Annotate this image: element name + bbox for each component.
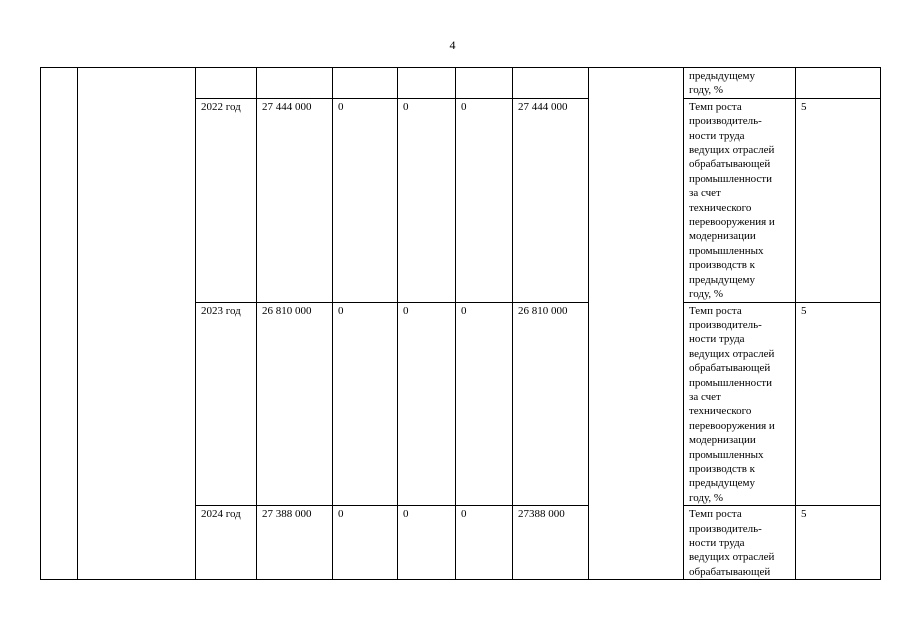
total-cell: 27 444 000 xyxy=(257,98,333,302)
executor-cell xyxy=(589,68,684,580)
total-cell xyxy=(257,68,333,99)
amount-cell: 27388 000 xyxy=(513,506,589,580)
total-cell: 26 810 000 xyxy=(257,302,333,506)
amount-cell: 0 xyxy=(398,506,456,580)
indicator-cell: Темп роста производитель- ности труда ведущих отраслей обрабатывающей промышленности за счет технического перевооружения и модернизации промышленных производств к предыдущему году, % xyxy=(684,98,796,302)
activity-name-cell xyxy=(78,68,196,580)
indicator-value-cell xyxy=(796,68,881,99)
number-cell xyxy=(41,68,78,580)
year-cell: 2022 год xyxy=(196,98,257,302)
amount-cell: 0 xyxy=(333,506,398,580)
budget-table xyxy=(40,67,881,580)
amount-cell: 0 xyxy=(456,302,513,506)
amount-cell xyxy=(333,68,398,99)
amount-cell: 0 xyxy=(333,302,398,506)
amount-cell xyxy=(513,68,589,99)
indicator-cell: Темп роста производитель- ности труда ведущих отраслей обрабатывающей xyxy=(684,506,796,580)
indicator-cell: предыдущему году, % xyxy=(684,68,796,99)
year-cell xyxy=(196,68,257,99)
amount-cell: 26 810 000 xyxy=(513,302,589,506)
total-cell: 27 388 000 xyxy=(257,506,333,580)
page-number: 4 xyxy=(449,38,456,52)
indicator-value-cell: 5 xyxy=(796,302,881,506)
year-cell: 2023 год xyxy=(196,302,257,506)
amount-cell: 0 xyxy=(456,506,513,580)
indicator-value-cell: 5 xyxy=(796,506,881,580)
amount-cell xyxy=(456,68,513,99)
amount-cell xyxy=(398,68,456,99)
amount-cell: 0 xyxy=(333,98,398,302)
year-cell: 2024 год xyxy=(196,506,257,580)
amount-cell: 0 xyxy=(456,98,513,302)
amount-cell: 0 xyxy=(398,302,456,506)
table-row xyxy=(41,68,881,99)
indicator-cell: Темп роста производитель- ности труда ведущих отраслей обрабатывающей промышленности за счет технического перевооружения и модернизации промышленных производств к предыдущему году, % xyxy=(684,302,796,506)
amount-cell: 27 444 000 xyxy=(513,98,589,302)
amount-cell: 0 xyxy=(398,98,456,302)
indicator-value-cell: 5 xyxy=(796,98,881,302)
